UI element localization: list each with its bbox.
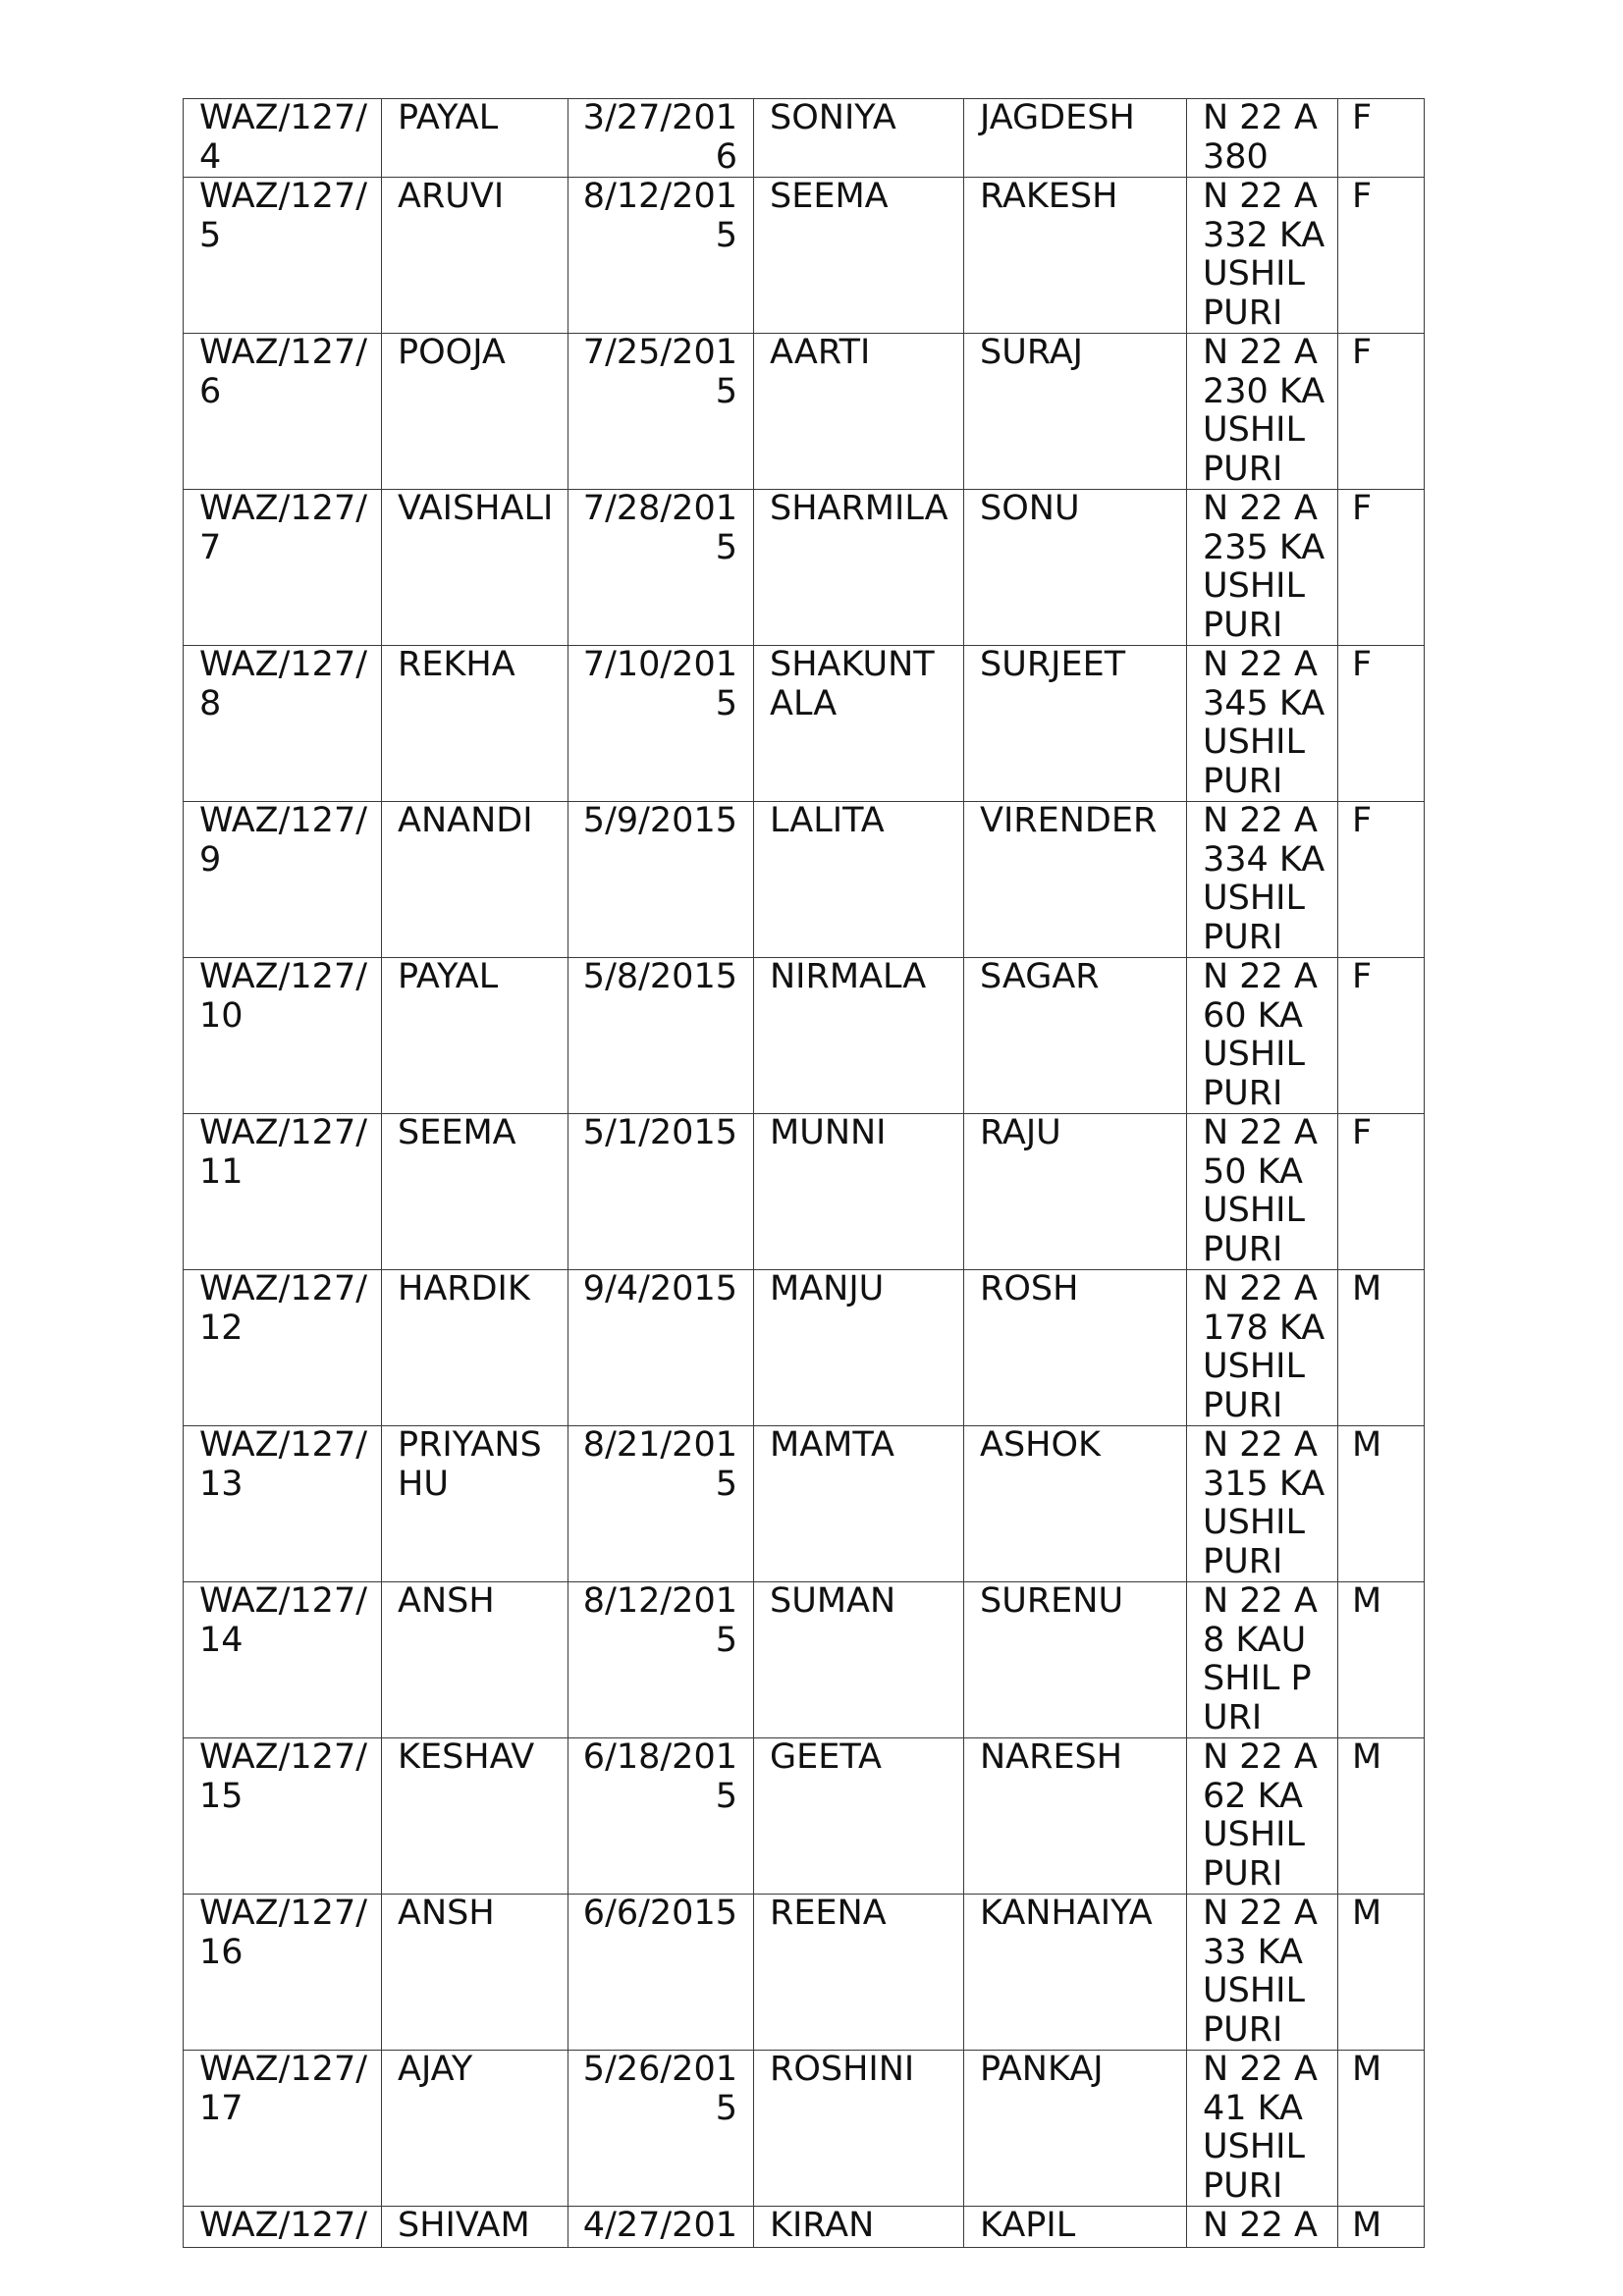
table-row: [184, 178, 1425, 334]
sex-cell: F: [1338, 178, 1425, 334]
table-row: [184, 1895, 1425, 2051]
table-row: [184, 1426, 1425, 1582]
father-name-cell: VIRENDER: [964, 802, 1187, 958]
dob-cell: 8/21/2015: [568, 1426, 754, 1582]
dob-cell: 5/9/2015: [568, 802, 754, 958]
dob-cell: 8/12/2015: [568, 178, 754, 334]
sex-cell: F: [1338, 646, 1425, 802]
dob-cell: 5/8/2015: [568, 958, 754, 1114]
father-name-cell: RAKESH: [964, 178, 1187, 334]
mother-name-cell: AARTI: [754, 334, 964, 490]
record-id-cell: WAZ/127/6: [184, 334, 382, 490]
sex-cell: M: [1338, 2207, 1425, 2248]
mother-name-cell: SUMAN: [754, 1582, 964, 1738]
child-name-cell: HARDIK: [382, 1270, 568, 1426]
child-name-cell: PRIYANSHU: [382, 1426, 568, 1582]
dob-cell: 7/28/2015: [568, 490, 754, 646]
dob-cell: 8/12/2015: [568, 1582, 754, 1738]
child-name-cell: ANANDI: [382, 802, 568, 958]
father-name-cell: SURENU: [964, 1582, 1187, 1738]
mother-name-cell: REENA: [754, 1895, 964, 2051]
record-id-cell: WAZ/127/9: [184, 802, 382, 958]
sex-cell: F: [1338, 1114, 1425, 1270]
father-name-cell: RAJU: [964, 1114, 1187, 1270]
table-row: [184, 334, 1425, 490]
address-cell: N 22 A: [1187, 2207, 1338, 2248]
dob-cell: 9/4/2015: [568, 1270, 754, 1426]
table-row: [184, 646, 1425, 802]
record-id-cell: WAZ/127/8: [184, 646, 382, 802]
father-name-cell: SURJEET: [964, 646, 1187, 802]
sex-cell: M: [1338, 1895, 1425, 2051]
sex-cell: F: [1338, 99, 1425, 178]
record-id-cell: WAZ/127/17: [184, 2051, 382, 2207]
mother-name-cell: KIRAN: [754, 2207, 964, 2248]
record-id-cell: WAZ/127/10: [184, 958, 382, 1114]
table-row: [184, 2051, 1425, 2207]
mother-name-cell: ROSHINI: [754, 2051, 964, 2207]
address-cell: N 22 A 50 KAUSHIL PURI: [1187, 1114, 1338, 1270]
table-row: [184, 1738, 1425, 1895]
address-cell: N 22 A 380: [1187, 99, 1338, 178]
address-cell: N 22 A 235 KAUSHIL PURI: [1187, 490, 1338, 646]
father-name-cell: SONU: [964, 490, 1187, 646]
record-id-cell: WAZ/127/5: [184, 178, 382, 334]
father-name-cell: SAGAR: [964, 958, 1187, 1114]
dob-cell: 7/25/2015: [568, 334, 754, 490]
table-row: [184, 99, 1425, 178]
record-id-cell: WAZ/127/15: [184, 1738, 382, 1895]
mother-name-cell: SHAKUNTALA: [754, 646, 964, 802]
dob-cell: 5/26/2015: [568, 2051, 754, 2207]
address-cell: N 22 A 345 KAUSHIL PURI: [1187, 646, 1338, 802]
child-name-cell: ANSH: [382, 1895, 568, 2051]
mother-name-cell: MUNNI: [754, 1114, 964, 1270]
sex-cell: F: [1338, 958, 1425, 1114]
record-id-cell: WAZ/127/7: [184, 490, 382, 646]
sex-cell: M: [1338, 1582, 1425, 1738]
child-name-cell: SHIVAM: [382, 2207, 568, 2248]
address-cell: N 22 A 334 KAUSHIL PURI: [1187, 802, 1338, 958]
address-cell: N 22 A 62 KAUSHIL PURI: [1187, 1738, 1338, 1895]
mother-name-cell: SONIYA: [754, 99, 964, 178]
child-name-cell: KESHAV: [382, 1738, 568, 1895]
sex-cell: M: [1338, 1270, 1425, 1426]
record-id-cell: WAZ/127/13: [184, 1426, 382, 1582]
address-cell: N 22 A 60 KAUSHIL PURI: [1187, 958, 1338, 1114]
father-name-cell: ROSH: [964, 1270, 1187, 1426]
sex-cell: F: [1338, 334, 1425, 490]
record-id-cell: WAZ/127/12: [184, 1270, 382, 1426]
address-cell: N 22 A 178 KAUSHIL PURI: [1187, 1270, 1338, 1426]
dob-cell: 6/6/2015: [568, 1895, 754, 2051]
sex-cell: M: [1338, 2051, 1425, 2207]
father-name-cell: KAPIL: [964, 2207, 1187, 2248]
table-row: [184, 958, 1425, 1114]
record-id-cell: WAZ/127/: [184, 2207, 382, 2248]
mother-name-cell: MANJU: [754, 1270, 964, 1426]
mother-name-cell: GEETA: [754, 1738, 964, 1895]
dob-cell: 7/10/2015: [568, 646, 754, 802]
sex-cell: M: [1338, 1426, 1425, 1582]
sex-cell: F: [1338, 490, 1425, 646]
mother-name-cell: MAMTA: [754, 1426, 964, 1582]
table-row: [184, 802, 1425, 958]
record-id-cell: WAZ/127/4: [184, 99, 382, 178]
dob-cell: 6/18/2015: [568, 1738, 754, 1895]
record-id-cell: WAZ/127/16: [184, 1895, 382, 2051]
child-name-cell: POOJA: [382, 334, 568, 490]
mother-name-cell: LALITA: [754, 802, 964, 958]
address-cell: N 22 A 230 KAUSHIL PURI: [1187, 334, 1338, 490]
dob-cell: 3/27/2016: [568, 99, 754, 178]
child-name-cell: SEEMA: [382, 1114, 568, 1270]
record-id-cell: WAZ/127/14: [184, 1582, 382, 1738]
father-name-cell: ASHOK: [964, 1426, 1187, 1582]
child-name-cell: AJAY: [382, 2051, 568, 2207]
dob-cell: 4/27/201: [568, 2207, 754, 2248]
table-row: [184, 1582, 1425, 1738]
child-name-cell: ARUVI: [382, 178, 568, 334]
mother-name-cell: NIRMALA: [754, 958, 964, 1114]
child-name-cell: VAISHALI: [382, 490, 568, 646]
address-cell: N 22 A 315 KAUSHIL PURI: [1187, 1426, 1338, 1582]
father-name-cell: KANHAIYA: [964, 1895, 1187, 2051]
table-row: [184, 2207, 1425, 2248]
mother-name-cell: SEEMA: [754, 178, 964, 334]
table-row: [184, 490, 1425, 646]
child-name-cell: PAYAL: [382, 958, 568, 1114]
address-cell: N 22 A 8 KAUSHIL PURI: [1187, 1582, 1338, 1738]
record-id-cell: WAZ/127/11: [184, 1114, 382, 1270]
father-name-cell: SURAJ: [964, 334, 1187, 490]
child-name-cell: PAYAL: [382, 99, 568, 178]
child-name-cell: REKHA: [382, 646, 568, 802]
table-row: [184, 1270, 1425, 1426]
address-cell: N 22 A 332 KAUSHIL PURI: [1187, 178, 1338, 334]
mother-name-cell: SHARMILA: [754, 490, 964, 646]
sex-cell: F: [1338, 802, 1425, 958]
dob-cell: 5/1/2015: [568, 1114, 754, 1270]
address-cell: N 22 A 33 KAUSHIL PURI: [1187, 1895, 1338, 2051]
father-name-cell: NARESH: [964, 1738, 1187, 1895]
address-cell: N 22 A 41 KAUSHIL PURI: [1187, 2051, 1338, 2207]
sex-cell: M: [1338, 1738, 1425, 1895]
child-name-cell: ANSH: [382, 1582, 568, 1738]
table-row: [184, 1114, 1425, 1270]
records-table: [183, 98, 1425, 2248]
father-name-cell: JAGDESH: [964, 99, 1187, 178]
father-name-cell: PANKAJ: [964, 2051, 1187, 2207]
